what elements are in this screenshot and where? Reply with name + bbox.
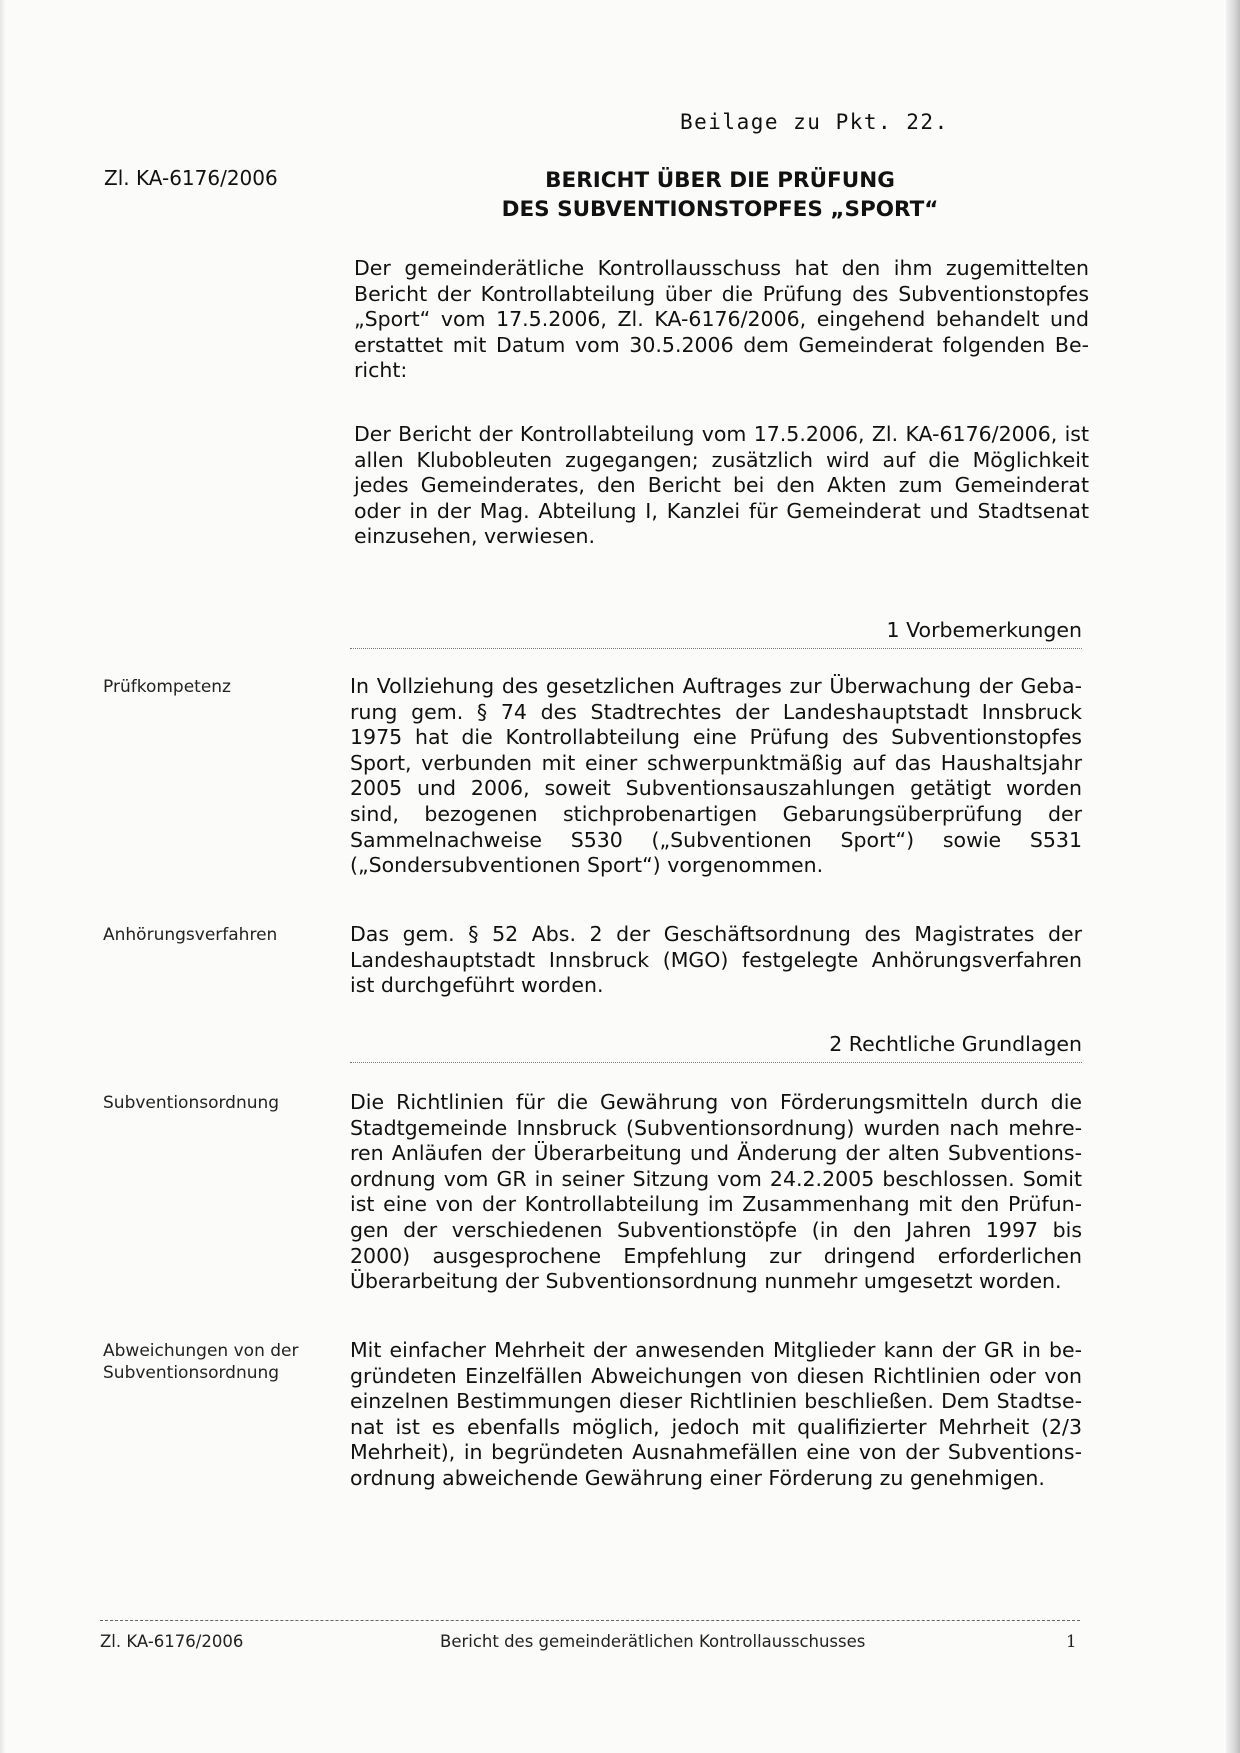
- paragraph-abweichungen: Mit einfacher Mehrheit der anwesenden Mitglieder kann der GR in begründeten Einzelfällen Abweichungen von diesen Richtlinien oder von einzelnen Bestimmungen dieser Richtlinien beschließen. Dem Stadtsenat ist es ebenfalls möglich, jedoch mit qualifizierter Mehrheit (2/3 Mehrheit), in begründeten Ausnahmefällen eine von der Subventionsordnung abweichende Gewährung einer Förderung zu genehmigen.: [350, 1338, 1082, 1490]
- paragraph-subventionsordnung: Die Richtlinien für die Gewährung von Förderungsmitteln durch die Stadtgemeinde Innsbruck (Subventionsordnung) wurden nach mehreren Anläufen der Überarbeitung und Änderung der alten Subventionsordnung vom GR in seiner Sitzung vom 24.2.2005 beschlossen. Somit ist eine von der Kontrollabteilung im Zusammenhang mit den Prüfungen der verschiedenen Subventionstöpfe (in den Jahren 1997 bis 2000) ausgesprochene Empfehlung zur dringend erforderlichen Überarbeitung der Subventionsordnung nunmehr umgesetzt worden.: [350, 1090, 1082, 1294]
- margin-label-abweichungen: Abweichungen von der Subventionsordnung: [103, 1341, 299, 1383]
- section-heading-rechtliche-grundlagen: 2 Rechtliche Grundlagen: [350, 1030, 1082, 1063]
- page-number: 1: [1066, 1632, 1077, 1651]
- paragraph-pruefkompetenz: In Vollziehung des gesetzlichen Auftrages zur Überwachung der Gebarung gem. § 74 des Stadtrechtes der Landeshauptstadt Innsbruck 1975 hat die Kontrollabteilung eine Prüfung des Subventionstopfes Sport, verbunden mit einer schwerpunktmäßig auf das Haushaltsjahr 2005 und 2006, soweit Subventionsauszahlungen getätigt worden sind, bezogenen stichprobenartigen Gebarungsüberprüfung der Sammelnachweise S530 („Subventionen Sport“) sowie S531 („Sondersubventionen Sport“) vorgenommen.: [350, 674, 1082, 878]
- page-title: [350, 166, 1090, 224]
- title-line-1: BERICHT ÜBER DIE PRÜFUNG: [545, 168, 895, 193]
- footer-title: Bericht des gemeinderätlichen Kontrollausschusses: [440, 1632, 866, 1651]
- attachment-note: Beilage zu Pkt. 22.: [680, 110, 949, 134]
- title-line-2: DES SUBVENTIONSTOPFES „SPORT“: [501, 197, 939, 222]
- section-heading-vorbemerkungen: 1 Vorbemerkungen: [350, 616, 1082, 649]
- intro-paragraph-2: Der Bericht der Kontrollabteilung vom 17.5.2006, Zl. KA-6176/2006, ist allen Klubobleuten zugegangen; zusätzlich wird auf die Möglichkeit jedes Gemeinderates, den Bericht bei den Akten zum Gemeinderat oder in der Mag. Abteilung I, Kanzlei für Gemeinderat und Stadtsenat einzusehen, verwiesen.: [354, 422, 1089, 549]
- margin-label-anhoerungsverfahren: Anhörungsverfahren: [103, 925, 278, 945]
- reference-number: Zl. KA-6176/2006: [104, 166, 278, 190]
- paragraph-anhoerungsverfahren: Das gem. § 52 Abs. 2 der Geschäftsordnung des Magistrates der Landeshauptstadt Innsbruck (MGO) festgelegte Anhörungsverfahren ist durchgeführt worden.: [350, 922, 1082, 998]
- margin-label-subventionsordnung: Subventionsordnung: [103, 1093, 280, 1113]
- scan-edge-left: [0, 0, 6, 1753]
- footer-reference: Zl. KA-6176/2006: [100, 1632, 244, 1651]
- scan-edge-right: [1226, 0, 1240, 1753]
- intro-paragraph-1: Der gemeinderätliche Kontrollausschuss hat den ihm zugemittelten Bericht der Kontrollabteilung über die Prüfung des Subventionstopfes „Sport“ vom 17.5.2006, Zl. KA-6176/2006, eingehend behandelt und erstattet mit Datum vom 30.5.2006 dem Gemeinderat folgenden Bericht:: [354, 256, 1089, 383]
- margin-label-pruefkompetenz: Prüfkompetenz: [103, 677, 231, 697]
- footer-divider: [100, 1620, 1080, 1621]
